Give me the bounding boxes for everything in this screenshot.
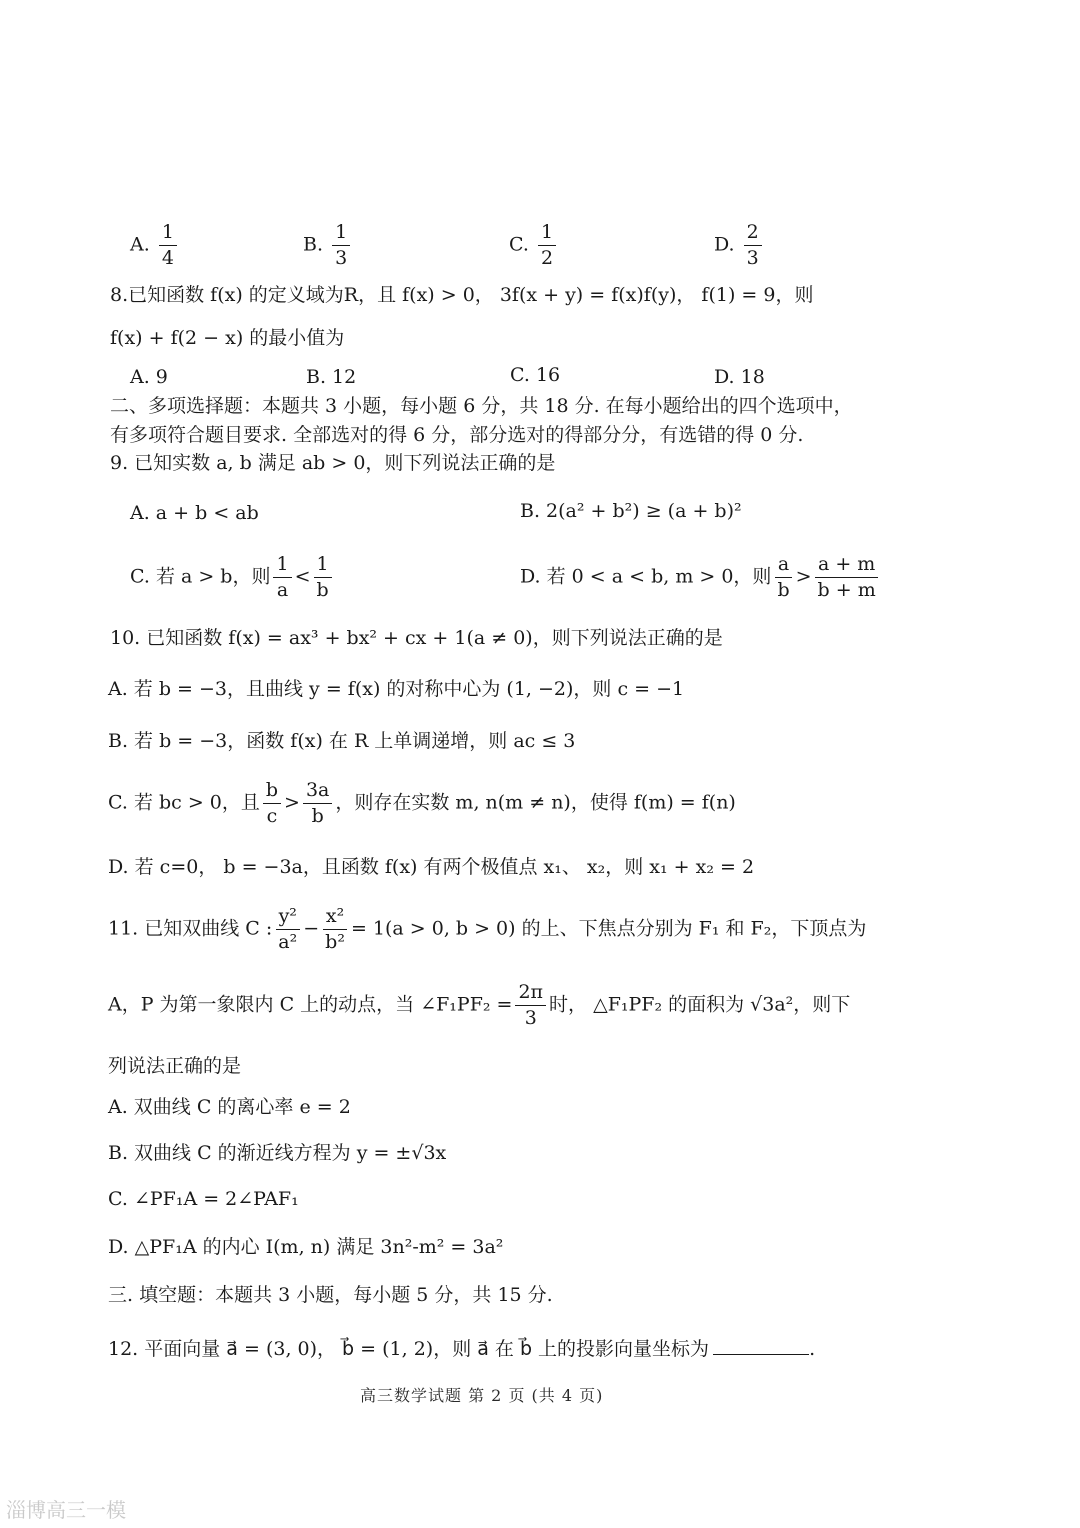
denominator: 2 (540, 246, 554, 269)
section-2-heading-line2: 有多项符合题目要求. 全部选对的得 6 分，部分选对的得部分分，有选错的得 0 分. (110, 424, 804, 446)
denominator: a (276, 578, 289, 601)
fraction (774, 554, 792, 601)
q9-stem: 9. 已知实数 a, b 满足 ab > 0，则下列说法正确的是 (110, 452, 556, 474)
fraction (332, 222, 350, 269)
numerator: 3a (303, 780, 332, 804)
q7-option-d (714, 222, 765, 269)
q8-stem-line2: f(x) + f(2 − x) 的最小值为 (110, 327, 345, 349)
q10-stem: 10. 已知函数 f(x) = ax³ + bx² + cx + 1(a ≠ 0)，则下列说法正确的是 (110, 627, 723, 649)
q8-option-d: D. 18 (714, 366, 765, 388)
option-text: ，则存在实数 m, n(m ≠ n)，使得 f(m) = f(n) (335, 791, 736, 814)
stem-text: 12. 平面向量 a⃗ = (3, 0)， b⃗ = (1, 2)，则 a⃗ 在 b⃗ 上的投影向量坐标为 (108, 1338, 710, 1360)
section-2-heading-line1: 二、多项选择题：本题共 3 小题，每小题 6 分，共 18 分. 在每小题给出的四个选项中， (110, 395, 853, 417)
numerator: 1 (538, 222, 556, 246)
fraction (275, 906, 300, 953)
operator: < (294, 565, 311, 588)
fraction (263, 780, 281, 827)
stem-text: 11. 已知双曲线 C : (108, 917, 273, 940)
q8-stem-line1: 8.已知函数 f(x) 的定义域为R，且 f(x) > 0， 3f(x + y) = f(x)f(y)， f(1) = 9，则 (110, 284, 814, 306)
q7-option-b (303, 222, 353, 269)
page-footer: 高三数学试题 第 2 页 (共 4 页) (360, 1386, 604, 1405)
numerator: 2π (515, 982, 546, 1006)
numerator: 1 (159, 222, 177, 246)
q8-option-c: C. 16 (510, 364, 561, 386)
q11-option-a: A. 双曲线 C 的离心率 e = 2 (108, 1096, 351, 1118)
numerator: a (775, 554, 792, 578)
q10-option-a: A. 若 b = −3，且曲线 y = f(x) 的对称中心为 (1, −2)，则 c = −1 (108, 678, 685, 700)
q7-option-a (130, 222, 180, 269)
option-label: C. (509, 233, 529, 256)
answer-blank[interactable] (713, 1340, 809, 1355)
numerator: a + m (815, 554, 878, 578)
period: . (809, 1338, 816, 1360)
denominator: b (311, 804, 324, 827)
q9-option-b: B. 2(a² + b²) ≥ (a + b)² (520, 500, 742, 522)
option-text: D. 若 0 < a < b, m > 0，则 (520, 565, 772, 588)
q11-stem-line2 (108, 982, 850, 1029)
fraction (313, 554, 331, 601)
operator: − (303, 917, 320, 940)
option-label: D. (714, 233, 735, 256)
fraction (303, 780, 332, 827)
numerator: 1 (332, 222, 350, 246)
denominator: b² (325, 930, 345, 953)
numerator: b (263, 780, 281, 804)
watermark: 淄博高三一模 (6, 1498, 126, 1522)
section-3-heading: 三. 填空题：本题共 3 小题，每小题 5 分，共 15 分. (108, 1284, 553, 1306)
fraction (159, 222, 177, 269)
denominator: b (316, 578, 329, 601)
fraction (538, 222, 556, 269)
denominator: 3 (524, 1006, 537, 1029)
denominator: a² (278, 930, 298, 953)
q7-option-c (509, 222, 559, 269)
denominator: 4 (161, 246, 174, 269)
stem-text: 时， △F₁PF₂ 的面积为 √3a²，则下 (549, 993, 851, 1016)
q11-option-b: B. 双曲线 C 的渐近线方程为 y = ±√3x (108, 1142, 447, 1164)
stem-text: = 1(a > 0, b > 0) 的上、下焦点分别为 F₁ 和 F₂，下顶点为 (350, 917, 867, 940)
q11-option-c: C. ∠PF₁A = 2∠PAF₁ (108, 1188, 299, 1210)
q10-option-b: B. 若 b = −3，函数 f(x) 在 R 上单调递增，则 ac ≤ 3 (108, 730, 576, 752)
option-text: C. 若 a > b，则 (130, 565, 271, 588)
q9-option-d (520, 554, 882, 601)
operator: > (284, 791, 300, 814)
denominator: c (266, 804, 278, 827)
q8-option-b: B. 12 (306, 366, 357, 388)
denominator: 3 (335, 246, 348, 269)
q9-option-a: A. a + b < ab (130, 502, 259, 524)
q10-option-d: D. 若 c=0， b = −3a，且函数 f(x) 有两个极值点 x₁、 x₂，则 x₁ + x₂ = 2 (108, 856, 755, 878)
q8-option-a: A. 9 (130, 366, 168, 388)
denominator: 3 (746, 246, 759, 269)
q10-option-c (108, 780, 736, 827)
q11-stem-line3: 列说法正确的是 (108, 1055, 242, 1077)
stem-text: A，P 为第一象限内 C 上的动点，当 ∠F₁PF₂ = (108, 993, 513, 1016)
fraction (322, 906, 348, 953)
q9-option-c (130, 554, 335, 601)
q11-option-d: D. △PF₁A 的内心 I(m, n) 满足 3n²-m² = 3a² (108, 1236, 504, 1258)
numerator: 1 (314, 554, 332, 578)
fraction (815, 554, 879, 601)
q12-stem (108, 1338, 815, 1361)
option-text: C. 若 bc > 0，且 (108, 791, 260, 814)
denominator: b (777, 578, 790, 601)
operator: > (795, 565, 812, 588)
fraction (744, 222, 762, 269)
numerator: x² (323, 906, 347, 930)
fraction (273, 554, 291, 601)
numerator: 2 (744, 222, 762, 246)
numerator: y² (276, 906, 300, 930)
option-label: B. (303, 233, 324, 256)
numerator: 1 (273, 554, 291, 578)
q11-stem-line1 (108, 906, 866, 953)
denominator: b + m (817, 578, 876, 601)
option-label: A. (130, 233, 150, 256)
fraction (515, 982, 546, 1029)
